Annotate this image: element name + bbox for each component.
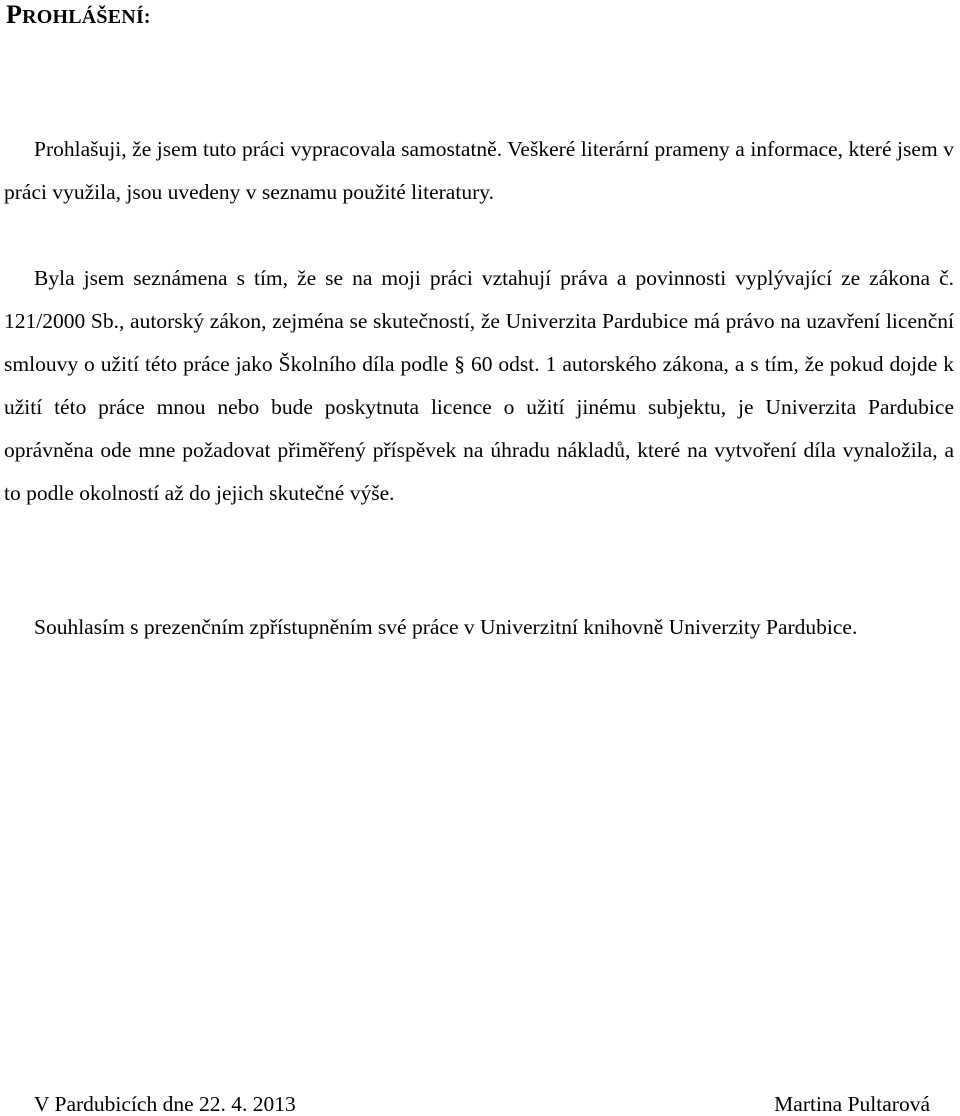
page-title-initial: P <box>6 0 23 29</box>
declaration-paragraph-copyright: Byla jsem seznámena s tím, že se na moji práci vztahují práva a povinnosti vyplývající ze zákona č. 121/2000 Sb., autorský zákon, zejména se skutečností, že Univerzita Pardubice má právo na uzavření licenční smlouvy o užití této práce jako Školního díla podle § 60 odst. 1 autorského zákona, a s tím, že pokud dojde k užití této práce mnou nebo bude poskytnuta licence o užití jinému subjektu, je Univerzita Pardubice oprávněna ode mne požadovat přiměřený příspěvek na úhradu nákladů, které na vytvoření díla vynaložila, a to podle okolností až do jejich skutečné výše. <box>4 266 954 505</box>
declaration-paragraph-authorship: Prohlašuji, že jsem tuto práci vypracovala samostatně. Veškeré literární prameny a informace, které jsem v práci využila, jsou uvedeny v seznamu použité literatury. <box>4 137 954 204</box>
declaration-paragraph-library-consent: Souhlasím s prezenčním zpřístupněním své práce v Univerzitní knihovně Univerzity Pardubice. <box>34 615 858 639</box>
author-name: Martina Pultarová <box>774 1092 930 1116</box>
place-and-date: V Pardubicích dne 22. 4. 2013 <box>34 1092 296 1116</box>
page-title <box>6 2 151 30</box>
page-title-rest: ROHLÁŠENÍ: <box>22 6 151 28</box>
